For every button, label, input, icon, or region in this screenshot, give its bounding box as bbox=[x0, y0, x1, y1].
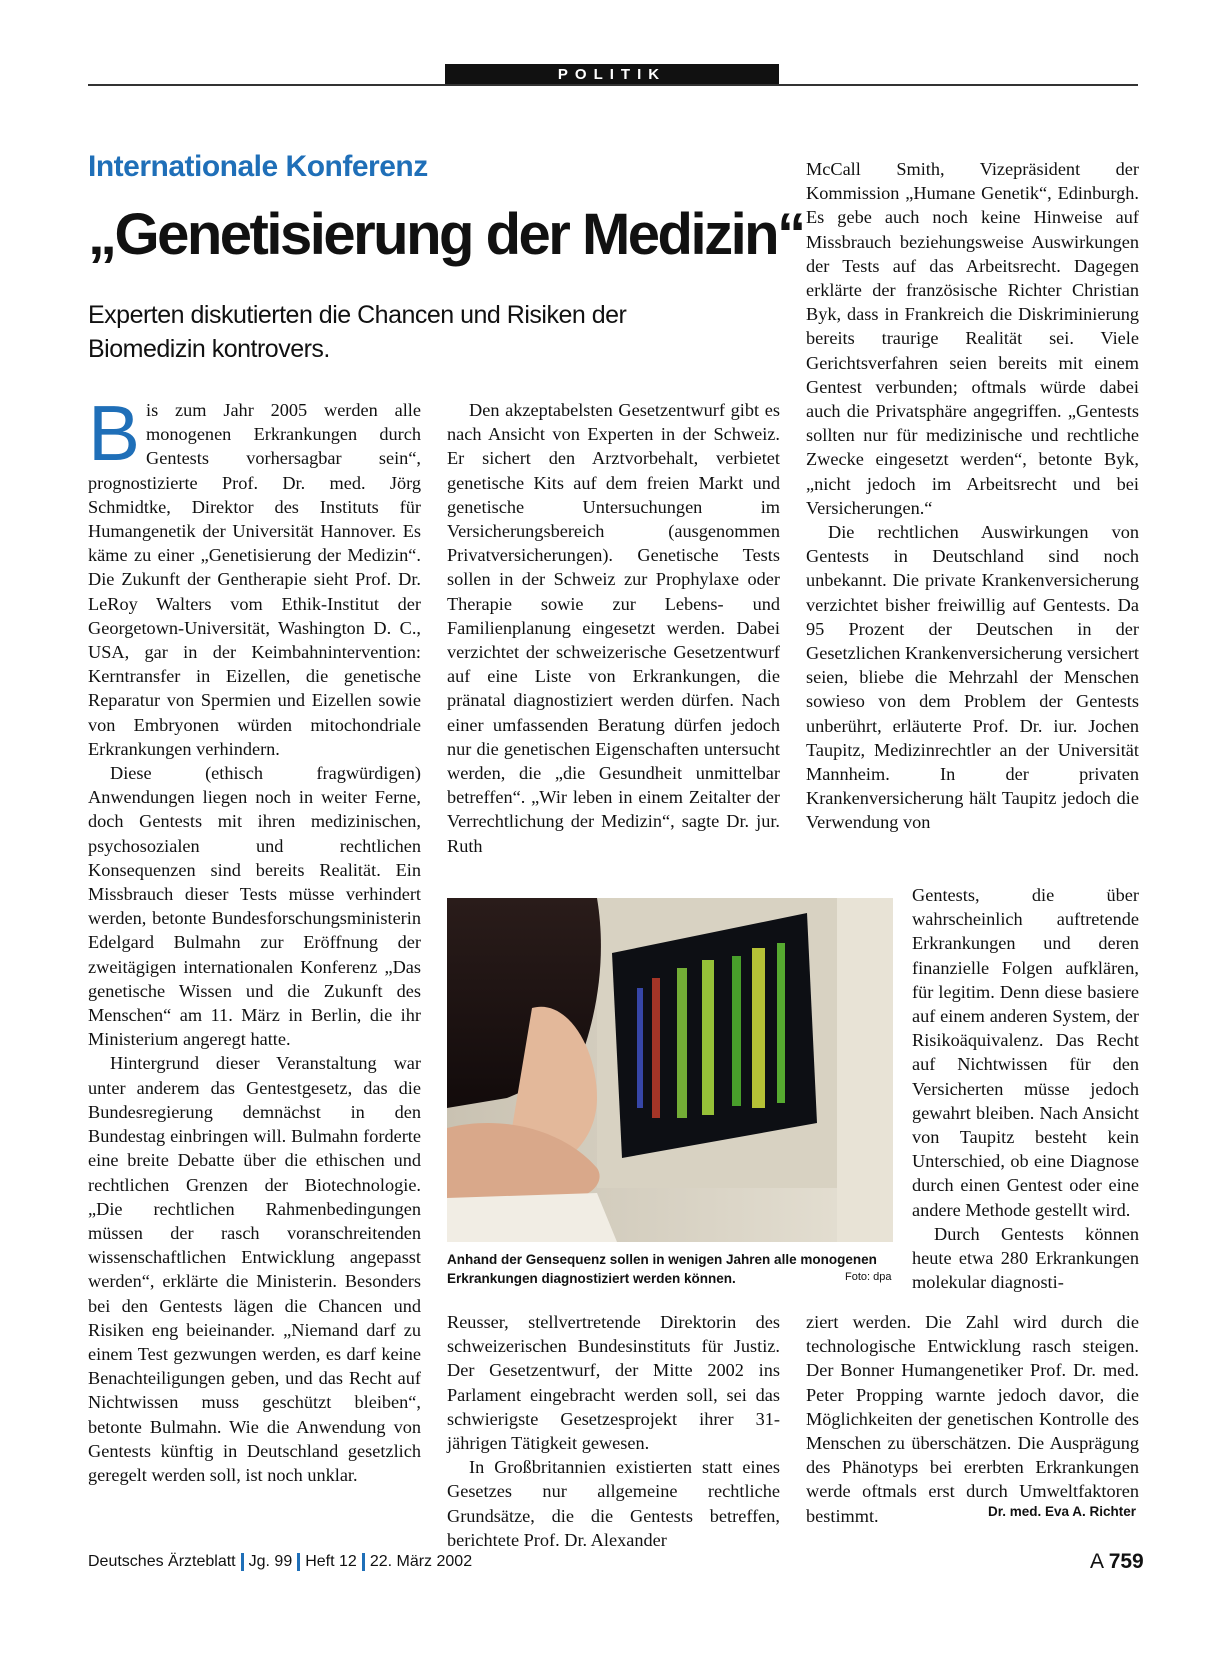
paragraph: Die rechtlichen Auswirkungen von Gentests in Deutschland sind noch unbekannt. Die private Krankenversicherung verzichtet bisher freiwillig auf Gentests. Da 95 Prozent der Deutschen in der Gesetzlichen Krankenversicherung versichert seien, bliebe die Mehrzahl der Menschen sowieso von dem Problem der Gentests unberührt, erläuterte Prof. Dr. iur. Jochen Taupitz, Medizinrechtler an der Universität Mannheim. In der privaten Krankenversicherung hält Taupitz jedoch die Verwendung von bbox=[806, 522, 1139, 833]
paragraph: Bis zum Jahr 2005 werden alle monogenen Erkrankungen durch Gentests vorhersagbar sein“, prognostizierte Prof. Dr. med. Jörg Schmidtke, Direktor des Instituts für Humangenetik der Universität Hannover. Es käme zu einer „Genetisierung der Medizin“. Die Zukunft der Gentherapie sieht Prof. Dr. LeRoy Walters vom Ethik-Institut der Georgetown-Universität, Washington D. C., USA, gar in der Keimbahnintervention: Kerntransfer in Eizellen, die genetische Reparatur von Spermien und Eizellen sowie von Embryonen würden mitochondriale Erkrankungen verhindern. bbox=[88, 389, 421, 759]
article-column-3-bottom bbox=[806, 1310, 1139, 1528]
paragraph: Reusser, stellvertretende Direktorin des schweizerischen Bundesinstituts für Justiz. Der Gesetzentwurf, der Mitte 2002 ins Parlament eingebracht werden soll, sei das schwierigste Gesetzesprojekt ihrer 31-jährigen Tätigkeit gewesen. bbox=[447, 1312, 780, 1454]
issue: Heft 12 bbox=[305, 1553, 357, 1570]
paragraph: Den akzeptabelsten Gesetzentwurf gibt es nach Ansicht von Experten in der Schweiz. Er sichert den Arztvorbehalt, verbietet genetische Kits auf dem freien Markt und genetische Untersuchungen im Versicherungsbereich (ausgenommen Privatversicherungen). Genetische Tests sollen in der Schweiz zur Prophylaxe oder Therapie sowie zur Lebens- und Familienplanung eingesetzt werden. Dabei verzichtet der schweizerische Gesetzentwurf auf eine Liste von Erkrankungen, die pränatal diagnostiziert werden dürfen. Nach einer umfassenden Beratung dürfen jedoch nur die genetischen Eigenschaften untersucht werden, die „die Gesundheit unmittelbar betreffen“. „Wir leben in einem Zeitalter der Verrechtlichung der Medizin“, sagte Dr. jur. Ruth bbox=[447, 400, 780, 856]
page-number-value: 759 bbox=[1108, 1550, 1144, 1573]
drop-cap: B bbox=[88, 389, 141, 477]
paragraph: In Großbritannien existierten statt eines Gesetzes nur allgemeine rechtliche Grundsätze, die die Gentests betreffen, berichtete Prof. Dr. Alexander bbox=[447, 1457, 780, 1550]
photo-credit: Foto: dpa bbox=[845, 1271, 892, 1283]
photo-illustration bbox=[447, 898, 893, 1242]
article-kicker: Internationale Konferenz bbox=[88, 150, 428, 183]
article-column-2-top bbox=[447, 398, 780, 858]
article-photo bbox=[447, 898, 893, 1242]
section-label: POLITIK bbox=[445, 64, 779, 86]
page-number bbox=[1090, 1550, 1144, 1574]
page-prefix: A bbox=[1090, 1550, 1103, 1573]
photo-caption: Anhand der Gensequenz sollen in wenigen Jahren alle monogenen Erkrankungen diagnostiziert werden können. bbox=[447, 1252, 877, 1286]
article-column-2-bottom bbox=[447, 1310, 780, 1552]
footer-separator bbox=[362, 1553, 365, 1571]
paragraph: Diese (ethisch fragwürdigen) Anwendungen liegen noch in weiter Ferne, doch Gentests mit ihren medizinischen, psychosozialen und rechtlichen Konsequenzen sind bereits Realität. Ein Missbrauch dieser Tests müsse verhindert werden, betonte Bundesforschungsministerin Edelgard Bulmahn zur Eröffnung der zweitägigen internationalen Konferenz „Das genetische Wissen und die Zukunft des Menschen“ am 11. März in Berlin, die ihr Ministerium angeregt hatte. bbox=[88, 763, 421, 1050]
article-column-3-wrap bbox=[912, 883, 1139, 1294]
footer-separator bbox=[241, 1553, 244, 1571]
paragraph: ziert werden. Die Zahl wird durch die technologische Entwicklung rasch steigen. Der Bonner Humangenetiker Prof. Dr. med. Peter Propping warnte jedoch davor, die Möglichkeiten der genetischen Kontrolle des Menschen zu überschätzen. Die Ausprägung des Phänotyps bei ererbten Erkrankungen werde oftmals erst durch Umweltfaktoren bestimmt. bbox=[806, 1312, 1139, 1526]
volume: Jg. 99 bbox=[248, 1553, 293, 1570]
article-standfirst: Experten diskutierten die Chancen und Risiken der Biomedizin kontrovers. bbox=[88, 301, 627, 363]
page-footer bbox=[88, 1553, 472, 1571]
article-column-1 bbox=[88, 389, 421, 1487]
paragraph: Durch Gentests können heute etwa 280 Erkrankungen molekular diagnosti- bbox=[912, 1223, 1139, 1293]
footer-separator bbox=[297, 1553, 300, 1571]
article-headline: „Genetisierung der Medizin“ bbox=[88, 202, 804, 267]
article-column-3-top bbox=[806, 157, 1139, 835]
top-rule bbox=[88, 84, 1138, 86]
paragraph: Gentests, die über wahrscheinlich auftretende Erkrankungen und deren finanzielle Folgen aufklären, für legitim. Denn diese basiere auf einem anderen System, der Risikoäquivalenz. Das Recht auf Nichtwissen für den Versicherten müsse jedoch gewahrt bleiben. Nach Ansicht von Taupitz besteht kein Unterschied, ob eine Diagnose durch einen Gentest oder eine andere Methode gestellt wird. bbox=[912, 885, 1139, 1220]
author-byline: Dr. med. Eva A. Richter bbox=[988, 1504, 1137, 1519]
paragraph: McCall Smith, Vizepräsident der Kommission „Humane Genetik“, Edinburgh. Es gebe auch noch keine Hinweise auf Missbrauch beziehungsweise Auswirkungen der Tests auf das Arbeitsrecht. Dagegen erklärte der französische Richter Christian Byk, dass in Frankreich die Diskriminierung bereits traurige Realität sei. Viele Gerichtsverfahren seien bereits mit einem Gentest verbunden; oftmals würde dabei auch die Privatsphäre angegriffen. „Gentests sollten nur für medizinische und rechtliche Zwecke eingesetzt werden“, betonte Byk, „nicht jedoch im Arbeitsrecht und bei Versicherungen.“ bbox=[806, 159, 1139, 518]
publication-name: Deutsches Ärzteblatt bbox=[88, 1553, 236, 1570]
issue-date: 22. März 2002 bbox=[369, 1553, 473, 1570]
paragraph: Hintergrund dieser Veranstaltung war unter anderem das Gentestgesetz, das die Bundesregierung demnächst in den Bundestag einbringen will. Bulmahn forderte eine breite Debatte über die ethischen und rechtlichen Grenzen der Biotechnologie. „Die rechtlichen Rahmenbedingungen müssen der rasch voranschreitenden wissenschaftlichen Entwicklung angepasst werden“, erklärte die Ministerin. Besonders bei den Gentests lägen die Chancen und Risiken eng beieinander. „Niemand darf zu einem Test gezwungen werden, es darf keine Benachteiligungen geben, und das Recht auf Nichtwissen muss geschützt bleiben“, betonte Bulmahn. Wie die Anwendung von Gentests künftig in Deutschland gesetzlich geregelt werden soll, ist noch unklar. bbox=[88, 1053, 421, 1485]
